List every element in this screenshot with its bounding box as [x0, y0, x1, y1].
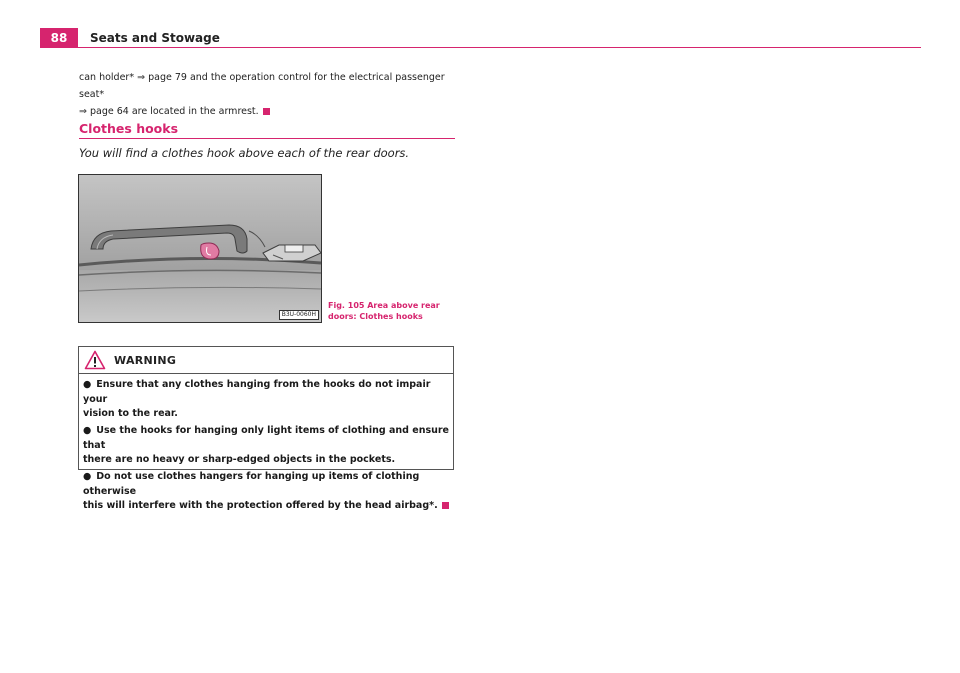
- warning-item-2-line-2: there are no heavy or sharp-edged objects in the pockets.: [83, 454, 396, 465]
- bullet-icon: ●: [83, 471, 92, 482]
- clothes-hooks-heading: Clothes hooks: [79, 121, 179, 136]
- figure-code: B3U-0060H: [279, 310, 319, 320]
- warning-item-1-line-2: vision to the rear.: [83, 408, 178, 419]
- section-title: Seats and Stowage: [90, 31, 220, 45]
- warning-item-1: [83, 378, 449, 422]
- warning-list: [79, 374, 453, 514]
- page-number: 88: [40, 28, 78, 48]
- heading-divider: [79, 138, 455, 139]
- section-intro: You will find a clothes hook above each of the rear doors.: [79, 146, 410, 160]
- bullet-icon: ●: [83, 425, 92, 436]
- warning-item-3-line-2: this will interfere with the protection offered by the head airbag*.: [83, 500, 438, 511]
- body-line-1: can holder* ⇒ page 79 and the operation control for the electrical passenger seat*: [79, 72, 445, 100]
- figure-caption: [328, 300, 448, 322]
- warning-item-3: [83, 470, 449, 514]
- end-of-section-mark: [442, 502, 449, 509]
- warning-item-2: [83, 424, 449, 468]
- warning-item-3-line-1: Do not use clothes hangers for hanging up items of clothing otherwise: [83, 471, 420, 497]
- warning-item-2-line-1: Use the hooks for hanging only light items of clothing and ensure that: [83, 425, 450, 451]
- body-line-2: ⇒ page 64 are located in the armrest.: [79, 106, 259, 117]
- clothes-hook-figure: [78, 174, 322, 323]
- body-paragraph: [79, 69, 459, 120]
- clothes-hook-illustration: [79, 175, 321, 322]
- warning-item-1-line-1: Ensure that any clothes hanging from the hooks do not impair your: [83, 379, 431, 405]
- warning-box: [78, 346, 454, 511]
- body-line-2-wrap: [79, 103, 459, 120]
- warning-header: [79, 347, 453, 374]
- warning-title: WARNING: [114, 353, 177, 367]
- caption-line-1: Fig. 105 Area above rear: [328, 301, 440, 310]
- end-of-section-mark: [263, 108, 270, 115]
- bullet-icon: ●: [83, 379, 92, 390]
- warning-triangle-icon: [84, 350, 106, 370]
- caption-line-2: doors: Clothes hooks: [328, 312, 423, 321]
- header-divider: [40, 47, 921, 48]
